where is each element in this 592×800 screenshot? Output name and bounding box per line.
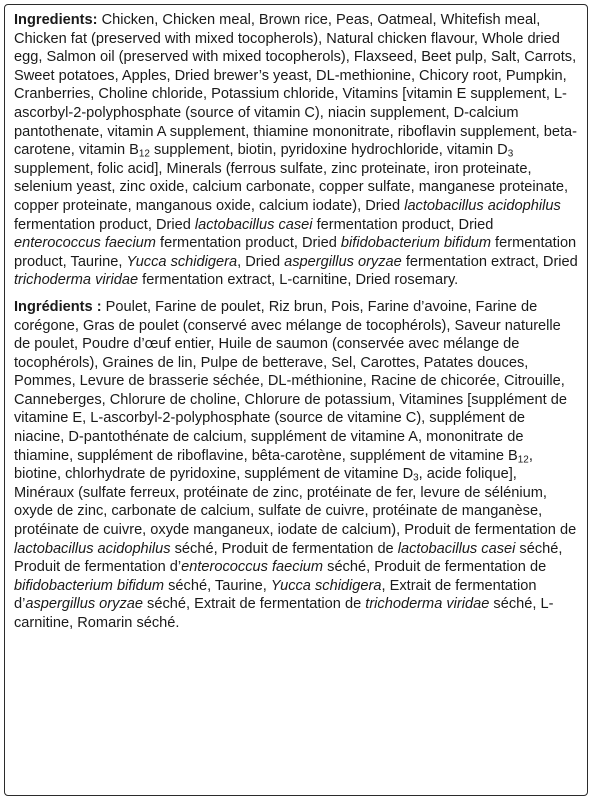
subscript-number: 3 [413, 472, 419, 484]
ingredient-text: fermentation product, Dried [312, 216, 494, 233]
ingredient-text: , biotine, chlorhydrate de pyridoxine, supplément de vitamine D [14, 447, 533, 483]
species-name-italic: trichoderma viridae [14, 272, 139, 289]
ingredients-heading-french: Ingrédients : [14, 298, 102, 315]
ingredients-french [14, 298, 579, 633]
ingredient-text: , Dried [237, 253, 285, 270]
species-name-italic: lactobacillus casei [397, 540, 516, 557]
ingredient-text: séché, Produit de fermentation de [170, 540, 398, 557]
ingredient-text: fermentation product, Dried [14, 216, 195, 233]
ingredient-text: , acide folique], Minéraux (sulfate ferreux, protéinate de zinc, protéinate de fer, levure de sélénium, oxyde de zinc, carbonate de calcium, sulfate de cuivre, protéinate de manganèse, protéinate de cuivre, oxyde manganeux, iodate de calcium), Produit de fermentation de [14, 466, 577, 539]
species-name-italic: trichoderma viridae [365, 596, 490, 613]
species-name-italic: aspergillus oryzae [284, 253, 402, 270]
ingredient-text: fermentation product, Taurine, [14, 235, 577, 270]
ingredients-list-french [14, 299, 576, 631]
ingredient-text: séché, Produit de fermentation d’ [14, 540, 563, 576]
species-name-italic: enterococcus faecium [14, 235, 156, 252]
species-name-italic: Yucca schidigera [270, 577, 382, 594]
subscript-number: 12 [138, 148, 150, 160]
species-name-italic: Yucca schidigera [126, 253, 238, 270]
subscript-number: 12 [517, 454, 529, 466]
ingredient-text: Chicken, Chicken meal, Brown rice, Peas, Oatmeal, Whitefish meal, Chicken fat (preserved with mixed tocopherols), Natural chicken flavour, Whole dried egg, Salmon oil (preserved with mixed tocopherols), Flaxseed, Beet pulp, Salt, Carrots, Sweet potatoes, Apples, Dried brewer’s yeast, DL-methionine, Chicory root, Pumpkin, Cranberries, Choline chloride, Potassium chloride, Vitamins [vitamin E supplement, L-ascorbyl-2-polyphosphate (source of vitamin C), niacin supplement, D-calcium pantothenate, vitamin A supplement, thiamine mononitrate, riboflavin supplement, beta-carotene, vitamin B [14, 12, 578, 159]
ingredients-panel [4, 4, 588, 796]
ingredient-text: supplement, folic acid], Minerals (ferrous sulfate, zinc proteinate, iron proteinate, selenium yeast, zinc oxide, calcium carbonate, copper sulfate, manganese proteinate, copper proteinate, manganous oxide, calcium iodate), Dried [14, 160, 569, 214]
ingredient-text: séché, Produit de fermentation de [323, 559, 547, 576]
ingredient-text: fermentation product, Dried [155, 235, 341, 252]
species-name-italic: bifidobacterium bifidum [340, 235, 491, 252]
ingredient-text: fermentation extract, L-carnitine, Dried rosemary. [138, 272, 459, 289]
species-name-italic: aspergillus oryzae [25, 596, 143, 613]
ingredient-text: Poulet, Farine de poulet, Riz brun, Pois, Farine d’avoine, Farine de corégone, Gras de poulet (conservé avec mélange de tocophérols), Saveur naturelle de poulet, Poudre d’œuf entier, Huile de saumon (conservée avec mélange de tocophérols), Graines de lin, Pulpe de betterave, Sel, Carottes, Patates douces, Pommes, Levure de brasserie séchée, DL-méthionine, Racine de chicorée, Citrouille, Canneberges, Chlorure de choline, Chlorure de potassium, Vitamines [supplément de vitamine E, L-ascorbyl-2-polyphosphate (source de vitamine C), supplément de niacine, D-pantothénate de calcium, supplément de vitamine A, mononitrate de thiamine, supplément de riboflavine, bêta-carotène, supplément de vitamine B [14, 298, 567, 464]
ingredient-text: séché, Extrait de fermentation de [142, 596, 366, 613]
species-name-italic: enterococcus faecium [181, 559, 324, 576]
ingredient-text: fermentation extract, Dried [401, 253, 578, 270]
ingredient-text: séché, L-carnitine, Romarin séché. [14, 596, 554, 631]
ingredient-text: séché, Taurine, [164, 577, 271, 594]
ingredient-text: supplement, biotin, pyridoxine hydrochloride, vitamin D [149, 142, 508, 159]
subscript-number: 3 [507, 148, 514, 160]
ingredients-english [14, 11, 579, 290]
ingredients-heading-english: Ingredients: [14, 12, 98, 28]
species-name-italic: lactobacillus acidophilus [404, 197, 561, 214]
species-name-italic: bifidobacterium bifidum [14, 577, 165, 594]
species-name-italic: lactobacillus casei [194, 216, 313, 233]
species-name-italic: lactobacillus acidophilus [14, 540, 171, 557]
ingredient-text: , Extrait de fermentation d’ [14, 577, 537, 613]
ingredients-list-english [14, 12, 578, 288]
